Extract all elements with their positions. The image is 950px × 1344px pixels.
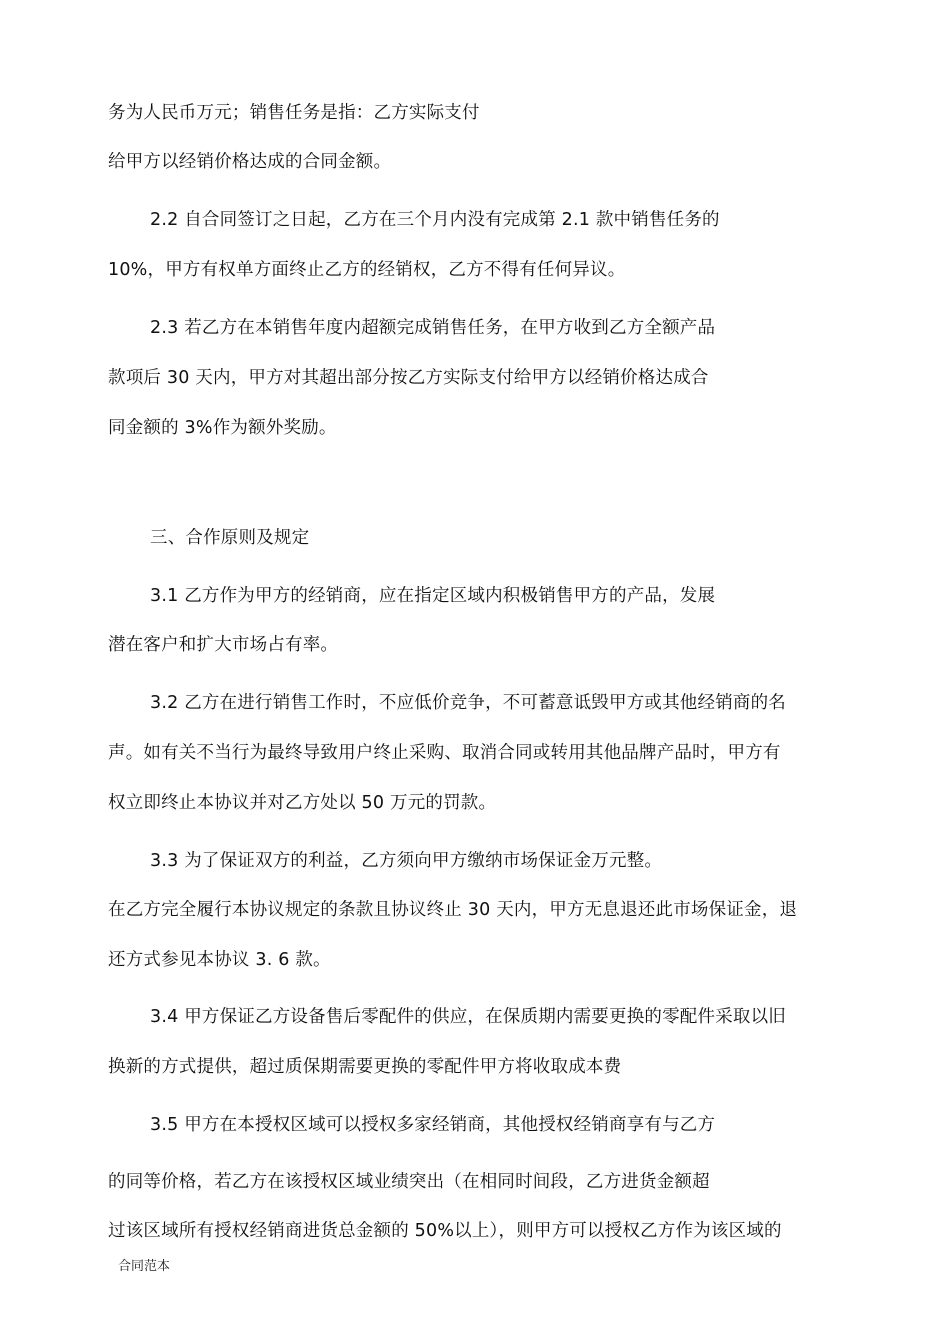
text-line: 权立即终止本协议并对乙方处以 50 万元的罚款。 [108,793,497,813]
text-line: 务为人民币万元；销售任务是指：乙方实际支付 [108,103,480,123]
page-footer: 合同范本 [118,1259,171,1274]
text-line: 2.2 自合同签订之日起，乙方在三个月内没有完成第 2.1 款中销售任务的 [150,210,720,230]
section-heading: 三、合作原则及规定 [150,528,310,548]
text-line: 3.5 甲方在本授权区域可以授权多家经销商，其他授权经销商享有与乙方 [150,1115,716,1135]
text-line: 同金额的 3%作为额外奖励。 [108,418,337,438]
text-line: 在乙方完全履行本协议规定的条款且协议终止 30 天内，甲方无息退还此市场保证金，退 [108,900,798,920]
text-line: 3.4 甲方保证乙方设备售后零配件的供应，在保质期内需要更换的零配件采取以旧 [150,1007,786,1027]
text-line: 2.3 若乙方在本销售年度内超额完成销售任务，在甲方收到乙方全额产品 [150,318,716,338]
text-line: 3.2 乙方在进行销售工作时，不应低价竞争，不可蓄意诋毁甲方或其他经销商的名 [150,693,786,713]
text-line: 3.3 为了保证双方的利益，乙方须向甲方缴纳市场保证金万元整。 [150,851,663,871]
text-line: 声。如有关不当行为最终导致用户终止采购、取消合同或转用其他品牌产品时，甲方有 [108,743,781,763]
text-line: 还方式参见本协议 3. 6 款。 [108,950,331,970]
text-line: 3.1 乙方作为甲方的经销商，应在指定区域内积极销售甲方的产品，发展 [150,586,716,606]
text-line: 款项后 30 天内，甲方对其超出部分按乙方实际支付给甲方以经销价格达成合 [108,368,709,388]
text-line: 给甲方以经销价格达成的合同金额。 [108,152,392,172]
text-line: 10%，甲方有权单方面终止乙方的经销权，乙方不得有任何异议。 [108,260,626,280]
text-line: 的同等价格，若乙方在该授权区域业绩突出（在相同时间段，乙方进货金额超 [108,1172,710,1192]
text-line: 换新的方式提供，超过质保期需要更换的零配件甲方将收取成本费 [108,1057,622,1077]
text-line: 过该区域所有授权经销商进货总金额的 50%以上），则甲方可以授权乙方作为该区域的 [108,1221,782,1241]
text-line: 潜在客户和扩大市场占有率。 [108,635,339,655]
